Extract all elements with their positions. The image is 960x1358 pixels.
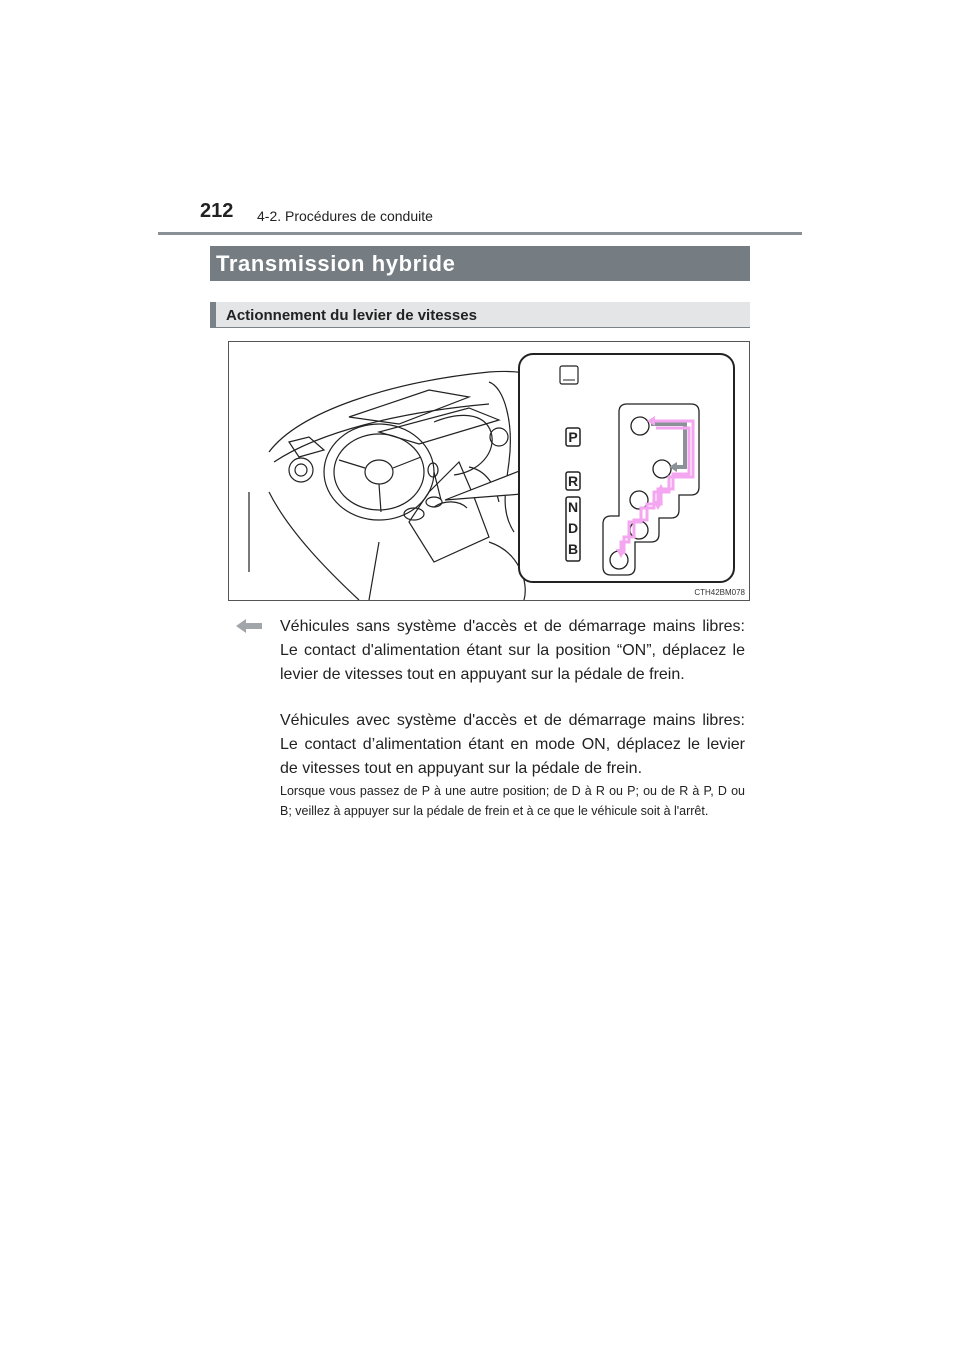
subsection-title: Actionnement du levier de vitesses — [210, 302, 750, 328]
paragraph-with-smart-key: Véhicules avec système d'accès et de démarrage mains libres: Le contact d’alimentation étant en mode ON, déplacez le levier de vitesses tout en appuyant sur la pédale de frein. — [280, 712, 745, 777]
shift-lever-figure — [228, 341, 750, 601]
caution-note: Lorsque vous passez de P à une autre position; de D à R ou P; ou de R à P, D ou B; veillez à appuyer sur la pédale de frein et à ce que le véhicule soit à l'arrêt. — [280, 784, 745, 818]
dashboard-illustration — [229, 342, 749, 600]
gate-label-r: R — [567, 473, 579, 489]
gate-label-d: D — [567, 520, 579, 536]
paragraph-arrow-icon — [236, 619, 262, 633]
paragraph-without-smart-key: Véhicules sans système d'accès et de démarrage mains libres: Le contact d'alimentation étant sur la position “ON”, déplacez le levier de vitesses tout en appuyant sur la pédale de frein. — [280, 618, 745, 683]
section-title: Transmission hybride — [210, 246, 750, 281]
figure-code: CTH42BM078 — [694, 588, 745, 597]
gate-label-b: B — [567, 541, 579, 557]
chapter-title: 4-2. Procédures de conduite — [257, 208, 433, 224]
header-rule — [158, 232, 802, 235]
page-number: 212 — [200, 200, 234, 222]
gate-label-n: N — [567, 499, 579, 515]
gate-label-p: P — [568, 429, 578, 445]
